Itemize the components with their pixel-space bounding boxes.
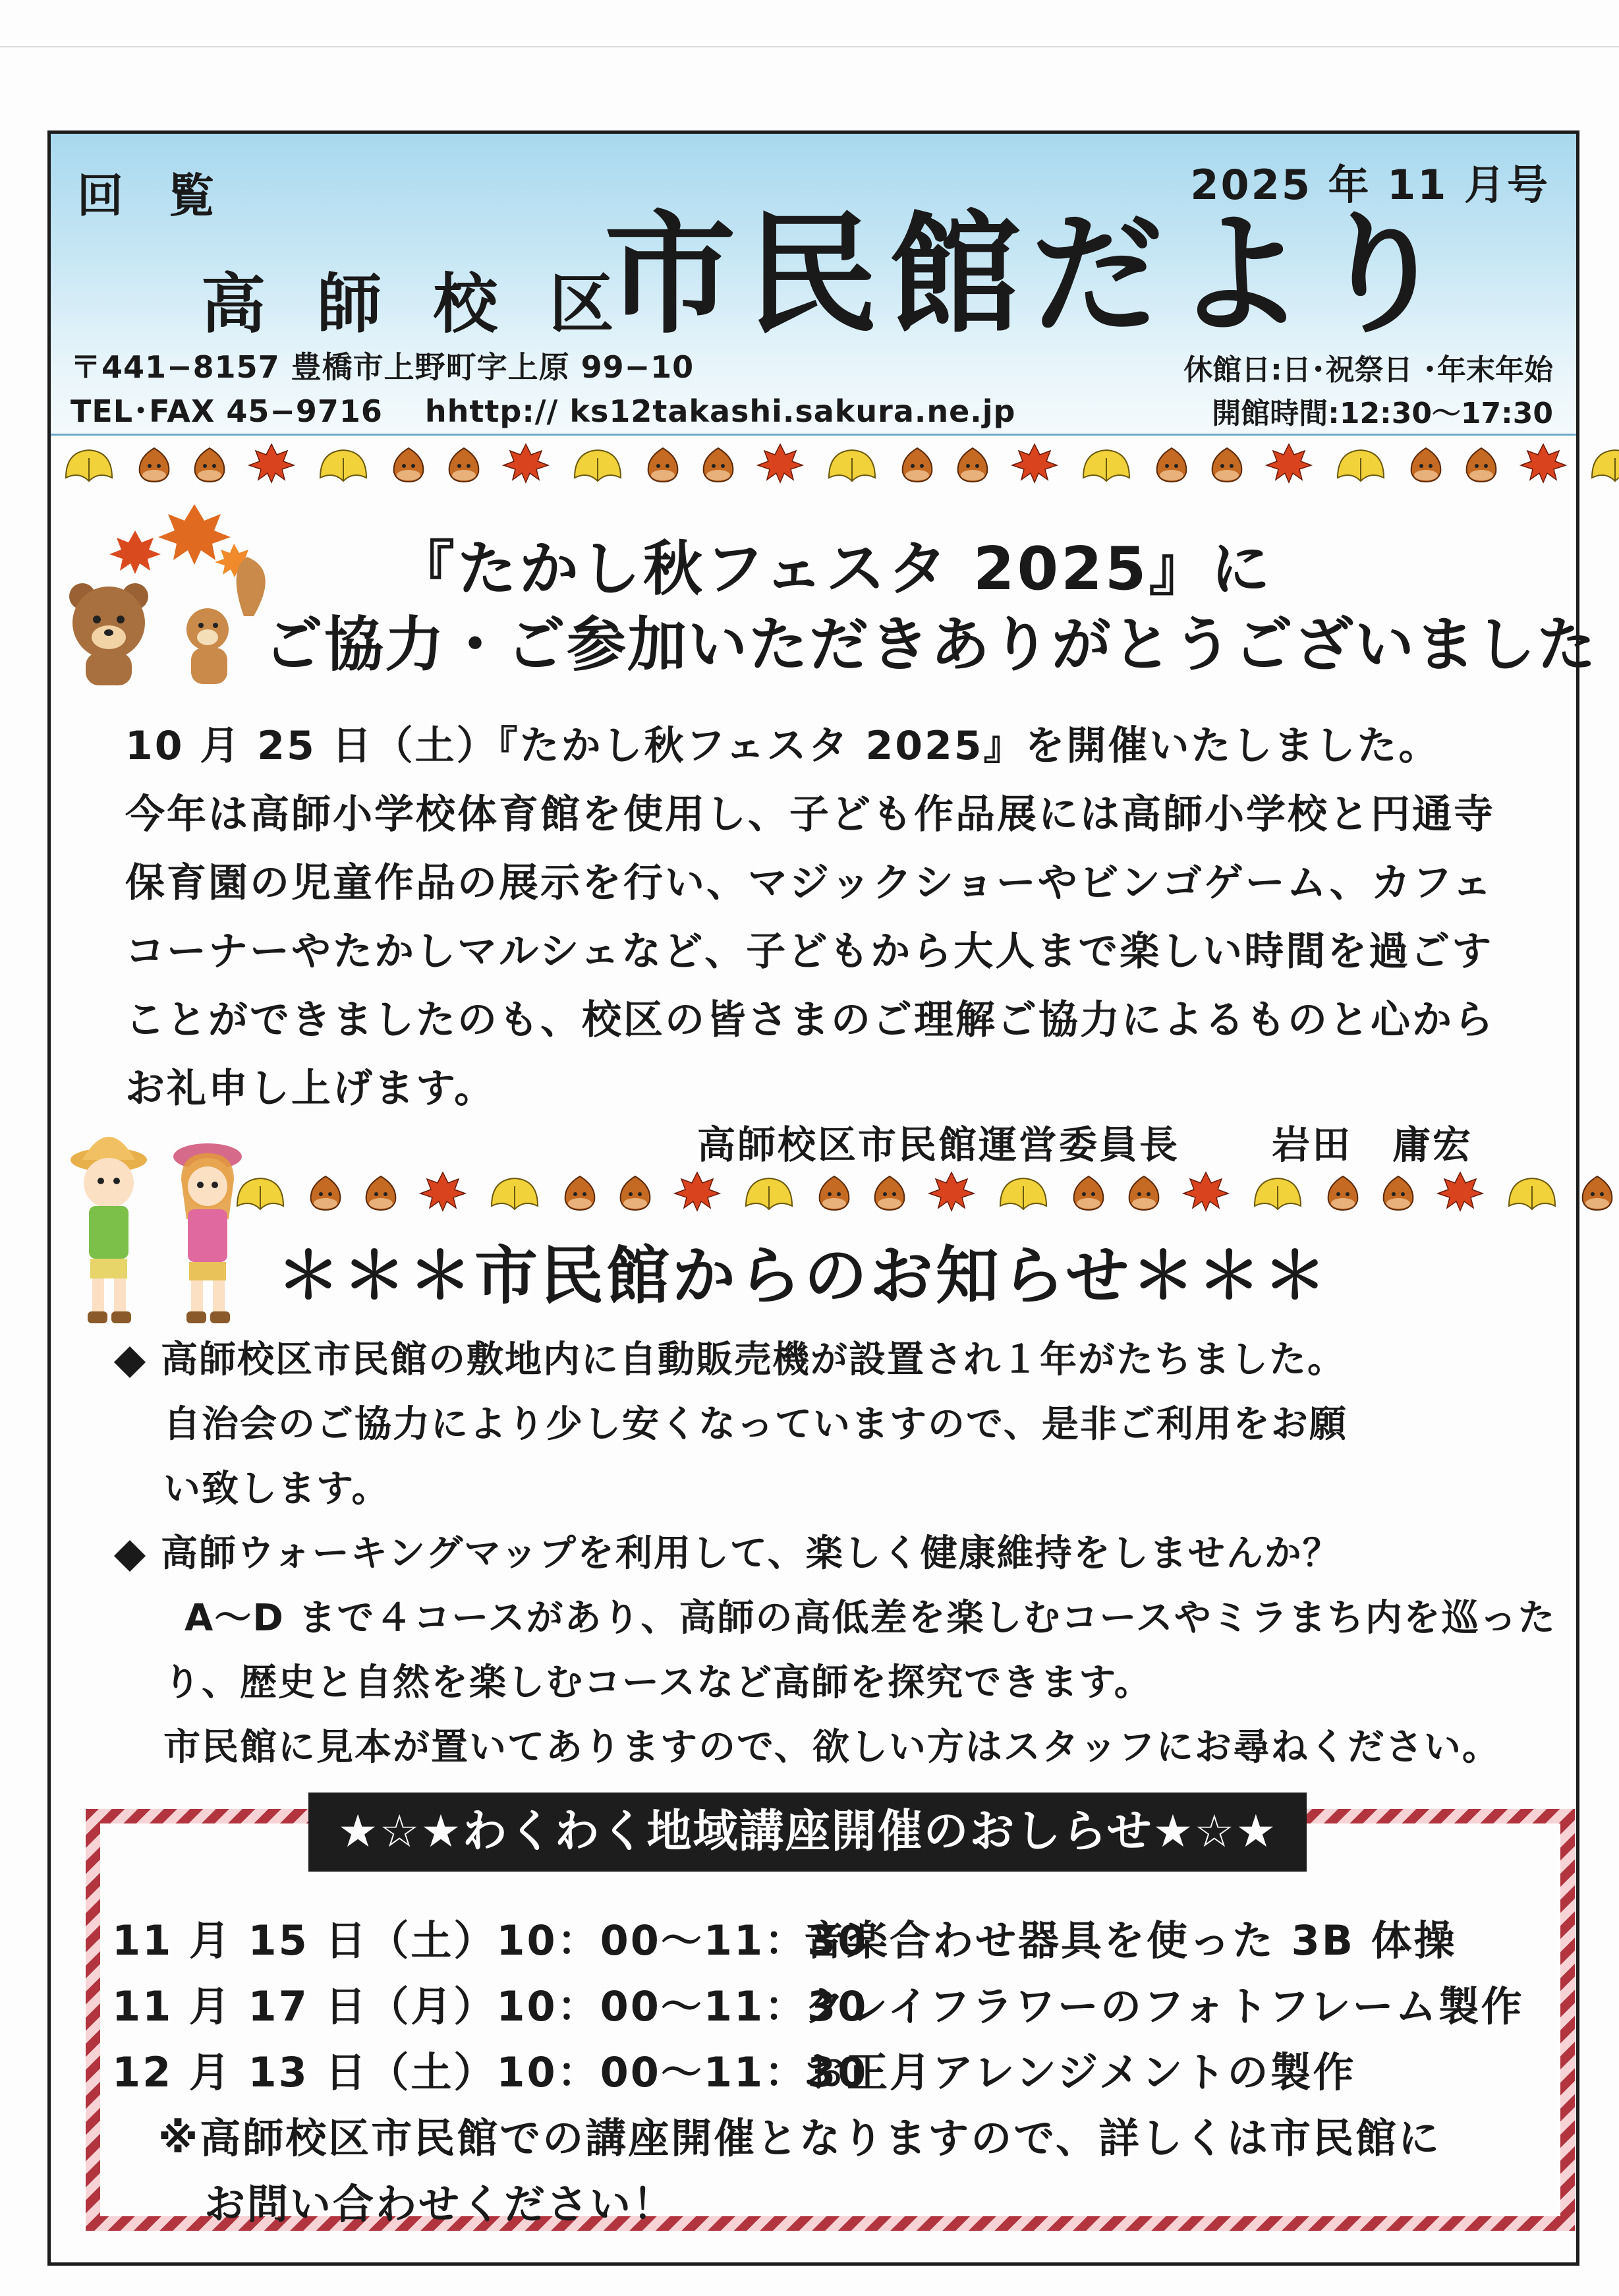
course-note-line: ※高師校区市民館での講座開催となりますので、詳しくは市民館に bbox=[158, 2114, 1442, 2162]
notice-line: り、歴史と自然を楽しむコースなど高師を探究できます。 bbox=[163, 1661, 1152, 1704]
chestnut-icon bbox=[1406, 445, 1446, 484]
hiker-girl-icon bbox=[71, 1137, 147, 1323]
chestnut-icon bbox=[698, 445, 738, 484]
maple-leaf-icon bbox=[1517, 442, 1570, 488]
course-datetime: 11 月 17 日（月）10：00〜11：30 bbox=[112, 1982, 868, 2030]
chestnut-icon bbox=[389, 445, 428, 484]
hikers-illustration bbox=[56, 1120, 273, 1331]
chestnut-icon bbox=[1207, 445, 1247, 484]
maple-leaf-icon bbox=[1008, 442, 1061, 488]
chestnut-icon bbox=[615, 1173, 655, 1213]
festa-title-line2: ご協力・ご参加いただきありがとうございました bbox=[264, 610, 1597, 679]
maple-leaf-icon bbox=[416, 1170, 469, 1216]
tel-fax-url: TEL･FAX 45−9716 hhttp:// ks12takashi.sakura.ne.jp bbox=[71, 393, 1016, 429]
autumn-leaf-border-top bbox=[59, 442, 1568, 488]
festa-body-line: お礼申し上げます。 bbox=[125, 1066, 496, 1112]
issue-date: 2025 年 11 月号 bbox=[1190, 161, 1550, 209]
ginkgo-leaf-icon bbox=[568, 445, 627, 484]
address: 〒441−8157 豊橋市上野町字上原 99−10 bbox=[71, 349, 695, 385]
notice-line: 市民館に見本が置いてありますので、欲しい方はスタッフにお尋ねください。 bbox=[163, 1726, 1500, 1769]
chestnut-icon bbox=[1124, 1173, 1164, 1213]
course-note bbox=[158, 2106, 1441, 2237]
signature bbox=[697, 1114, 1473, 1169]
maple-leaf-icon bbox=[925, 1170, 978, 1216]
notice-heading: ＊＊＊市民館からのお知らせ＊＊＊ bbox=[277, 1239, 1330, 1313]
course-banner: ★☆★わくわく地域講座開催のおしらせ★☆★ bbox=[308, 1793, 1307, 1872]
chestnut-icon bbox=[1069, 1173, 1108, 1213]
course-datetime: 12 月 13 日（土）10：00〜11：30 bbox=[112, 2048, 868, 2096]
course-row bbox=[112, 1974, 1562, 2040]
course-row bbox=[112, 2040, 1562, 2106]
ginkgo-leaf-icon bbox=[1248, 1173, 1307, 1213]
closed-days: 休館日:日･祝祭日 ･年末年始 bbox=[1183, 353, 1553, 387]
notice-line: 高師校区市民館の敷地内に自動販売機が設置され１年がたちました。 bbox=[161, 1338, 1346, 1381]
festa-body-line: ことができましたのも、校区の皆さまのご理解ご協力によるものと心から bbox=[125, 997, 1495, 1043]
chestnut-icon bbox=[1462, 445, 1501, 484]
maple-leaf-icon bbox=[499, 442, 552, 488]
signature-name: 岩田 庸宏 bbox=[1272, 1122, 1473, 1167]
maple-leaf-icon bbox=[245, 442, 298, 488]
scan-edge-line bbox=[0, 46, 1619, 47]
bear-icon bbox=[69, 583, 148, 685]
kairan-label: 回 覧 bbox=[77, 169, 229, 223]
autumn-leaf-border-middle bbox=[231, 1170, 1575, 1216]
ginkgo-leaf-icon bbox=[1502, 1173, 1562, 1213]
maple-leaf-icon bbox=[109, 504, 254, 577]
chestnut-icon bbox=[1378, 1173, 1418, 1213]
chestnut-icon bbox=[444, 445, 484, 484]
ginkgo-leaf-icon bbox=[994, 1173, 1053, 1213]
chestnut-icon bbox=[560, 1173, 600, 1213]
maple-leaf-icon bbox=[1179, 1170, 1232, 1216]
squirrel-icon bbox=[186, 557, 266, 684]
chestnut-icon bbox=[361, 1173, 401, 1213]
notice-item bbox=[112, 1328, 1562, 1392]
chestnut-icon bbox=[643, 445, 683, 484]
chestnut-icon bbox=[1152, 445, 1191, 484]
ginkgo-leaf-icon bbox=[59, 445, 119, 484]
district-name: 高 師 校 区 bbox=[201, 267, 629, 342]
festa-body-line: 今年は高師小学校体育館を使用し、子ども作品展には高師小学校と円通寺 bbox=[125, 791, 1495, 838]
notice-list bbox=[112, 1328, 1562, 1780]
maple-leaf-icon bbox=[1263, 442, 1315, 488]
chestnut-icon bbox=[190, 445, 229, 484]
course-title: お正月アレンジメントの製作 bbox=[804, 2048, 1356, 2096]
notice-item bbox=[112, 1522, 1562, 1586]
chestnut-icon bbox=[306, 1173, 345, 1213]
ginkgo-leaf-icon bbox=[1585, 445, 1619, 484]
course-row bbox=[112, 1908, 1562, 1974]
bear-squirrel-illustration bbox=[56, 491, 273, 689]
chestnut-icon bbox=[1577, 1173, 1617, 1213]
course-datetime: 11 月 15 日（土）10：00〜11：30 bbox=[112, 1916, 868, 1965]
ginkgo-leaf-icon bbox=[485, 1173, 544, 1213]
chestnut-icon bbox=[897, 445, 937, 484]
newsletter-title: 市民館だより bbox=[604, 198, 1459, 352]
newsletter-header bbox=[51, 134, 1576, 436]
opening-hours: 開館時間:12:30〜17:30 bbox=[1212, 397, 1553, 430]
notice-line: 高師ウォーキングマップを利用して、楽しく健康維持をしませんか？ bbox=[161, 1532, 1341, 1575]
signature-role: 高師校区市民館運営委員長 bbox=[697, 1122, 1180, 1167]
course-list bbox=[112, 1908, 1562, 2106]
ginkgo-leaf-icon bbox=[1331, 445, 1390, 484]
diamond-bullet-icon bbox=[114, 1540, 146, 1572]
maple-leaf-icon bbox=[671, 1170, 724, 1216]
ginkgo-leaf-icon bbox=[822, 445, 882, 484]
chestnut-icon bbox=[814, 1173, 854, 1213]
maple-leaf-icon bbox=[754, 442, 807, 488]
diamond-bullet-icon bbox=[114, 1346, 146, 1378]
notice-line: A〜D まで４コースがあり、高師の高低差を楽しむコースやミラまち内を巡った bbox=[185, 1597, 1556, 1640]
hiker-girl-icon bbox=[173, 1143, 242, 1323]
ginkgo-leaf-icon bbox=[739, 1173, 799, 1213]
festa-body-line: 10 月 25 日（土）『たかし秋フェスタ 2025』を開催いたしました。 bbox=[125, 723, 1440, 769]
maple-leaf-icon bbox=[1434, 1170, 1487, 1216]
course-title: クレイフラワーのフォトフレーム製作 bbox=[804, 1982, 1524, 2030]
festa-body-line: コーナーやたかしマルシェなど、子どもから大人まで楽しい時間を過ごす bbox=[125, 929, 1494, 975]
course-note-line: お問い合わせください！ bbox=[204, 2180, 676, 2228]
notice-line: 自治会のご協力により少し安くなっていますので、是非ご利用をお願 bbox=[163, 1403, 1348, 1446]
ginkgo-leaf-icon bbox=[314, 445, 373, 484]
notice-line: い致します。 bbox=[163, 1468, 390, 1510]
chestnut-icon bbox=[1323, 1173, 1363, 1213]
ginkgo-leaf-icon bbox=[1077, 445, 1136, 484]
festa-body-line: 保育園の児童作品の展示を行い、マジックショーやビンゴゲーム、カフェ bbox=[125, 860, 1494, 906]
chestnut-icon bbox=[953, 445, 992, 484]
chestnut-icon bbox=[870, 1173, 909, 1213]
course-title: 音楽合わせ器具を使った 3B 体操 bbox=[804, 1916, 1457, 1965]
chestnut-icon bbox=[134, 445, 174, 484]
festa-title-line1: 『たかし秋フェスタ 2025』に bbox=[395, 534, 1273, 604]
festa-report bbox=[125, 712, 1562, 1123]
